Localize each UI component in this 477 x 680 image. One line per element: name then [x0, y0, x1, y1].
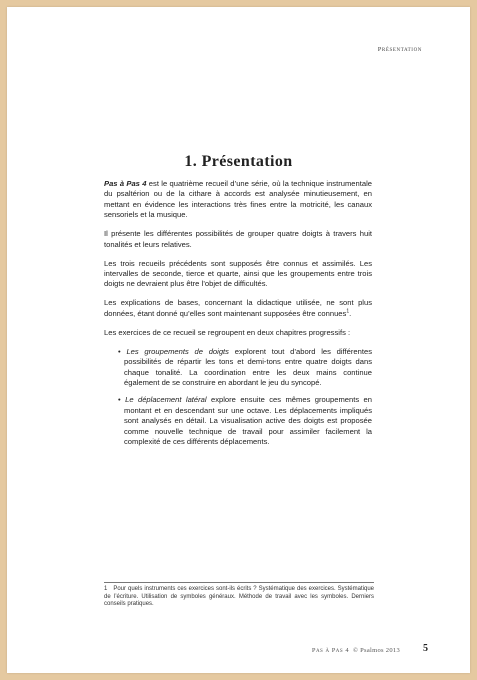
list-item — [118, 395, 372, 447]
bullet-icon: • — [118, 346, 121, 356]
running-head: Présentation — [377, 46, 422, 53]
book-title-emphasis: Pas à Pas 4 — [104, 179, 147, 188]
footnote-ref: 1 — [346, 308, 350, 315]
footnote-text: Pour quels instruments ces exercices sont-ils écrits ? Systématique des exercices. Systématique de l’écriture. Utilisation de symboles généraux. Méthode de travail avec les symboles. Derniers conseils pratiques. — [104, 586, 374, 608]
bullet-icon: • — [118, 395, 121, 405]
footnote — [104, 586, 374, 609]
list-item — [118, 347, 372, 389]
list-item-title: Les groupements de doigts — [126, 346, 229, 356]
paragraph-chapters-intro: Les exercices de ce recueil se regroupent en deux chapitres progressifs : — [104, 327, 351, 337]
paragraph-explanations — [104, 298, 372, 319]
list-item-text: explorent tout d’abord les différentes possibilités de répartir les tons et demi-tons entre quatre doigts dans chaque tonalité. La coordination entre les deux mains continue également de se construire en abordant le jeu du syncopé. — [124, 346, 372, 388]
body-text — [104, 179, 372, 456]
paragraph-explanations-end: . — [349, 308, 352, 318]
chapter-list — [104, 347, 372, 448]
footnote-divider — [104, 582, 374, 583]
list-item-text: explore ensuite ces mêmes groupements en montant et en descendant sur une octave. Les déplacements impliqués sont analysés en détail. La visualisation active des doigts est proposée comme nouvelle technique de travail pour assimiler facilement la complexité de ces différents déplacements. — [124, 395, 372, 447]
footer-copyright: © Psalmos 2013 — [352, 647, 400, 654]
page-number: 5 — [423, 643, 428, 654]
paragraph-prerequisites: Les trois recueils précédents sont supposés être connus et assimilés. Les intervalles de seconde, tierce et quarte, ainsi que les groupements entre trois doigts ne devraient plus être l’objet de difficultés. — [104, 258, 372, 289]
paragraph-explanations-text: Les explications de bases, concernant la didactique utilisée, ne sont plus données, étant donné qu’elles sont maintenant supposées être connues — [104, 298, 372, 318]
footer-book-title: Pas à Pas 4 — [311, 647, 350, 654]
document-page — [7, 7, 470, 673]
paragraph-scope: Il présente les différentes possibilités de grouper quatre doigts à travers huit tonalités et leurs relatives. — [104, 229, 372, 249]
paragraph-intro-text: est le quatrième recueil d’une série, où la technique instrumentale du psaltérion ou de la cithare à accords est analysée minutieusement, en mettant en évidence les interactions très fines entre la motricité, les canaux sensoriels et la musique. — [104, 179, 372, 220]
page-footer — [312, 647, 400, 654]
paragraph-intro — [104, 179, 372, 221]
chapter-title: 1. Présentation — [184, 153, 293, 170]
list-item-title: Le déplacement latéral — [125, 395, 207, 405]
footnote-number: 1 — [104, 586, 108, 592]
